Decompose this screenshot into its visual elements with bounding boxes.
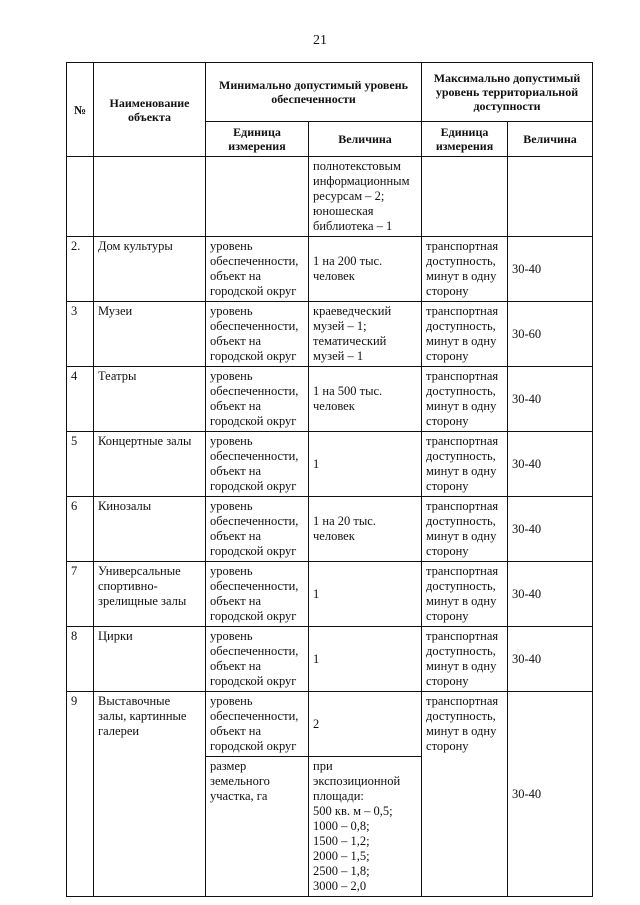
row-value-2: 30-40 bbox=[508, 237, 593, 302]
row-unit-land: размер земельного участка, га bbox=[206, 757, 309, 897]
table-row bbox=[67, 157, 593, 237]
row-name bbox=[94, 157, 206, 237]
row-value-2: 30-40 bbox=[508, 497, 593, 562]
table-row bbox=[67, 237, 593, 302]
row-unit-2: транспортная доступность, минут в одну сторону bbox=[422, 562, 508, 627]
row-value-2 bbox=[508, 157, 593, 237]
row-unit-2 bbox=[422, 157, 508, 237]
table-row bbox=[67, 562, 593, 627]
row-value: 1 bbox=[309, 627, 422, 692]
row-num: 4 bbox=[67, 367, 94, 432]
row-value-2: 30-40 bbox=[508, 432, 593, 497]
row-value: 1 на 500 тыс. человек bbox=[309, 367, 422, 432]
row-num: 8 bbox=[67, 627, 94, 692]
row-value-2: 30-60 bbox=[508, 302, 593, 367]
row-unit: уровень обеспеченности, объект на городской округ bbox=[206, 692, 309, 757]
page-number: 21 bbox=[313, 33, 327, 48]
header-value-2: Величина bbox=[508, 122, 593, 157]
row-value: полнотекстовым информационным ресурсам – 2; юношеская библиотека – 1 bbox=[309, 157, 422, 237]
row-name: Музеи bbox=[94, 302, 206, 367]
row-unit bbox=[206, 157, 309, 237]
row-unit: уровень обеспеченности, объект на городской округ bbox=[206, 432, 309, 497]
row-value-2: 30-40 bbox=[508, 562, 593, 627]
row-num: 7 bbox=[67, 562, 94, 627]
header-unit: Единица измерения bbox=[206, 122, 309, 157]
row-name: Театры bbox=[94, 367, 206, 432]
row-value: 1 bbox=[309, 562, 422, 627]
row-value-2: 30-40 bbox=[508, 627, 593, 692]
row-value-2: 30-40 bbox=[508, 692, 593, 897]
row-num bbox=[67, 157, 94, 237]
row-unit-2: транспортная доступность, минут в одну сторону bbox=[422, 367, 508, 432]
row-num: 2. bbox=[67, 237, 94, 302]
row-value: 1 на 20 тыс. человек bbox=[309, 497, 422, 562]
header-num: № bbox=[67, 63, 94, 157]
row-num: 9 bbox=[67, 692, 94, 897]
row-num: 5 bbox=[67, 432, 94, 497]
row-unit-2: транспортная доступность, минут в одну сторону bbox=[422, 627, 508, 692]
row-value: 2 bbox=[309, 692, 422, 757]
header-min-group: Минимально допустимый уровень обеспеченности bbox=[206, 63, 422, 122]
row-value: 1 bbox=[309, 432, 422, 497]
table-row bbox=[67, 432, 593, 497]
header-unit-2: Единица измерения bbox=[422, 122, 508, 157]
row-value-land: при экспозиционной площади: 500 кв. м – 0,5; 1000 – 0,8; 1500 – 1,2; 2000 – 1,5; 2500 – 1,8; 3000 – 2,0 bbox=[309, 757, 422, 897]
row-name: Кинозалы bbox=[94, 497, 206, 562]
row-name: Универсальные спортивно- зрелищные залы bbox=[94, 562, 206, 627]
table-row bbox=[67, 302, 593, 367]
header-max-group: Максимально допустимый уровень территориальной доступности bbox=[422, 63, 593, 122]
row-name: Выставочные залы, картинные галереи bbox=[94, 692, 206, 897]
row-num: 6 bbox=[67, 497, 94, 562]
header-row-1 bbox=[67, 63, 593, 122]
header-value: Величина bbox=[309, 122, 422, 157]
row-unit: уровень обеспеченности, объект на городской округ bbox=[206, 302, 309, 367]
row-name: Дом культуры bbox=[94, 237, 206, 302]
table-row bbox=[67, 692, 593, 757]
header-name: Наименование объекта bbox=[94, 63, 206, 157]
table-row bbox=[67, 627, 593, 692]
row-unit-2: транспортная доступность, минут в одну сторону bbox=[422, 497, 508, 562]
row-name: Цирки bbox=[94, 627, 206, 692]
row-name: Концертные залы bbox=[94, 432, 206, 497]
table-row bbox=[67, 497, 593, 562]
row-unit: уровень обеспеченности, объект на городской округ bbox=[206, 237, 309, 302]
row-unit-2: транспортная доступность, минут в одну сторону bbox=[422, 692, 508, 897]
row-unit: уровень обеспеченности, объект на городской округ bbox=[206, 497, 309, 562]
row-num: 3 bbox=[67, 302, 94, 367]
table-row bbox=[67, 367, 593, 432]
standards-table bbox=[66, 62, 593, 897]
row-unit-2: транспортная доступность, минут в одну сторону bbox=[422, 302, 508, 367]
row-value: краеведческий музей – 1; тематический музей – 1 bbox=[309, 302, 422, 367]
row-unit-2: транспортная доступность, минут в одну сторону bbox=[422, 237, 508, 302]
row-value-2: 30-40 bbox=[508, 367, 593, 432]
row-unit: уровень обеспеченности, объект на городской округ bbox=[206, 562, 309, 627]
row-unit: уровень обеспеченности, объект на городской округ bbox=[206, 367, 309, 432]
row-unit-2: транспортная доступность, минут в одну сторону bbox=[422, 432, 508, 497]
row-value: 1 на 200 тыс. человек bbox=[309, 237, 422, 302]
row-unit: уровень обеспеченности, объект на городской округ bbox=[206, 627, 309, 692]
